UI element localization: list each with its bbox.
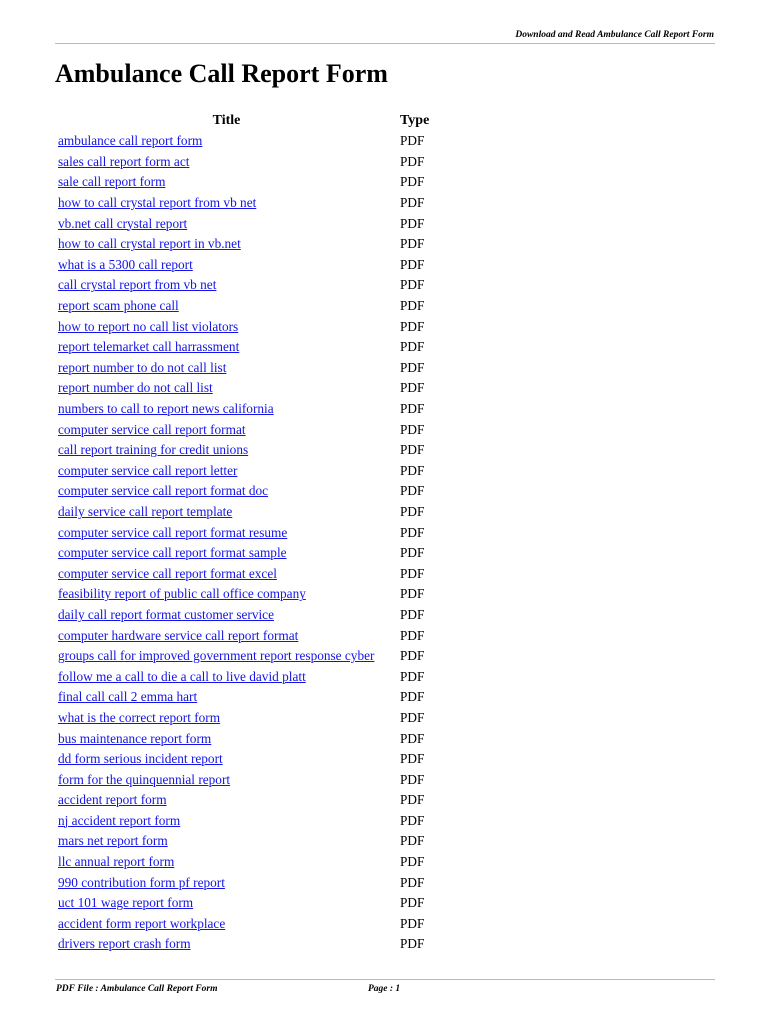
type-cell: PDF (400, 915, 425, 931)
document-link[interactable]: 990 contribution form pf report (58, 874, 225, 890)
table-row (55, 522, 460, 543)
table-row (55, 440, 460, 461)
title-cell (55, 419, 398, 440)
type-cell: PDF (400, 359, 425, 375)
table-row (55, 914, 460, 935)
header-divider (55, 43, 715, 44)
type-cell: PDF (400, 627, 425, 643)
document-link[interactable]: final call call 2 emma hart (58, 689, 198, 705)
type-cell: PDF (400, 854, 425, 870)
type-cell: PDF (400, 812, 425, 828)
footer-page-label: Page : 1 (368, 984, 401, 994)
title-cell (55, 790, 398, 811)
title-cell (55, 584, 398, 605)
type-cell: PDF (400, 606, 425, 622)
table-row (55, 419, 460, 440)
type-cell: PDF (400, 153, 425, 169)
table-row (55, 296, 460, 317)
footer-divider (55, 979, 715, 980)
document-link[interactable]: call report training for credit unions (58, 442, 249, 458)
column-header-title: Title (212, 112, 241, 128)
type-cell: PDF (400, 751, 425, 767)
title-cell (55, 543, 398, 564)
type-cell: PDF (400, 524, 425, 540)
document-link[interactable]: computer service call report format sample (58, 545, 287, 561)
table-row (55, 769, 460, 790)
table-row (55, 255, 460, 276)
type-cell: PDF (400, 236, 425, 252)
type-cell: PDF (400, 462, 425, 478)
title-cell (55, 893, 398, 914)
title-cell (55, 749, 398, 770)
table-row (55, 213, 460, 234)
type-cell: PDF (400, 895, 425, 911)
title-cell (55, 296, 398, 317)
type-cell: PDF (400, 133, 425, 149)
table-row (55, 831, 460, 852)
title-cell (55, 172, 398, 193)
type-cell: PDF (400, 709, 425, 725)
table-row (55, 934, 460, 955)
title-cell (55, 811, 398, 832)
table-row (55, 275, 460, 296)
title-cell (55, 563, 398, 584)
title-cell (55, 275, 398, 296)
table-row (55, 728, 460, 749)
table-row (55, 172, 460, 193)
table-row (55, 399, 460, 420)
table-row (55, 687, 460, 708)
title-cell (55, 234, 398, 255)
type-cell: PDF (400, 421, 425, 437)
type-cell: PDF (400, 298, 425, 314)
table-row (55, 131, 460, 152)
table-row (55, 461, 460, 482)
document-link[interactable]: groups call for improved government report response cyber (58, 648, 375, 664)
type-cell: PDF (400, 586, 425, 602)
document-link[interactable]: report telemarket call harrassment (58, 339, 240, 355)
document-link[interactable]: daily call report format customer service (58, 606, 274, 622)
type-cell: PDF (400, 256, 425, 272)
document-link[interactable]: report number do not call list (58, 380, 213, 396)
type-cell: PDF (400, 380, 425, 396)
title-cell (55, 666, 398, 687)
document-link[interactable]: nj accident report form (58, 812, 181, 828)
table-row (55, 563, 460, 584)
type-cell: PDF (400, 689, 425, 705)
title-cell (55, 708, 398, 729)
table-row (55, 502, 460, 523)
document-link[interactable]: sale call report form (58, 174, 166, 190)
title-cell (55, 687, 398, 708)
table-row (55, 337, 460, 358)
document-link[interactable]: report scam phone call (58, 298, 179, 314)
document-link[interactable]: sales call report form act (58, 153, 190, 169)
table-row (55, 625, 460, 646)
table-row (55, 852, 460, 873)
document-link[interactable]: feasibility report of public call office company (58, 586, 306, 602)
title-cell (55, 378, 398, 399)
title-cell (55, 502, 398, 523)
type-cell: PDF (400, 771, 425, 787)
document-link[interactable]: how to call crystal report from vb net (58, 195, 257, 211)
document-link[interactable]: vb.net call crystal report (58, 215, 188, 231)
title-cell (55, 461, 398, 482)
document-link[interactable]: bus maintenance report form (58, 730, 212, 746)
document-link[interactable]: computer hardware service call report format (58, 627, 299, 643)
document-link[interactable]: dd form serious incident report (58, 751, 223, 767)
document-link[interactable]: uct 101 wage report form (58, 895, 194, 911)
document-link[interactable]: follow me a call to die a call to live david platt (58, 668, 306, 684)
document-link[interactable]: computer service call report letter (58, 462, 238, 478)
document-link[interactable]: form for the quinquennial report (58, 771, 231, 787)
table-row (55, 666, 460, 687)
table-row (55, 481, 460, 502)
title-cell (55, 193, 398, 214)
table-row (55, 605, 460, 626)
document-link[interactable]: daily service call report template (58, 503, 233, 519)
title-cell (55, 213, 398, 234)
title-cell (55, 852, 398, 873)
document-link[interactable]: mars net report form (58, 833, 168, 849)
title-cell (55, 440, 398, 461)
type-cell: PDF (400, 174, 425, 190)
title-cell (55, 769, 398, 790)
title-cell (55, 605, 398, 626)
document-link[interactable]: what is a 5300 call report (58, 256, 193, 272)
type-cell: PDF (400, 195, 425, 211)
page-title: Ambulance Call Report Form (55, 59, 388, 88)
type-cell: PDF (400, 874, 425, 890)
title-cell (55, 831, 398, 852)
table-row (55, 646, 460, 667)
type-cell: PDF (400, 565, 425, 581)
type-cell: PDF (400, 833, 425, 849)
document-link[interactable]: how to report no call list violators (58, 318, 239, 334)
type-cell: PDF (400, 401, 425, 417)
table-row (55, 811, 460, 832)
table-body (55, 131, 460, 955)
title-cell (55, 914, 398, 935)
table-header-row (55, 110, 460, 131)
table-row (55, 234, 460, 255)
type-cell: PDF (400, 792, 425, 808)
title-cell (55, 934, 398, 955)
title-cell (55, 255, 398, 276)
type-cell: PDF (400, 442, 425, 458)
type-cell: PDF (400, 483, 425, 499)
table-row (55, 378, 460, 399)
document-link[interactable]: computer service call report format excel (58, 565, 277, 581)
table-row (55, 358, 460, 379)
table-row (55, 790, 460, 811)
running-header: Download and Read Ambulance Call Report Form (515, 30, 714, 40)
table-row (55, 893, 460, 914)
title-cell (55, 399, 398, 420)
type-cell: PDF (400, 936, 425, 952)
column-header-type: Type (400, 112, 430, 128)
document-link[interactable]: computer service call report format (58, 421, 246, 437)
title-cell (55, 646, 398, 667)
title-cell (55, 358, 398, 379)
document-link[interactable]: llc annual report form (58, 854, 175, 870)
document-link[interactable]: computer service call report format resume (58, 524, 288, 540)
type-cell: PDF (400, 503, 425, 519)
document-link[interactable]: ambulance call report form (58, 133, 203, 149)
type-cell: PDF (400, 545, 425, 561)
table-row (55, 316, 460, 337)
table-row (55, 584, 460, 605)
type-cell: PDF (400, 318, 425, 334)
type-cell: PDF (400, 648, 425, 664)
title-cell (55, 522, 398, 543)
document-link[interactable]: call crystal report from vb net (58, 277, 217, 293)
type-cell: PDF (400, 339, 425, 355)
table-row (55, 193, 460, 214)
type-cell: PDF (400, 215, 425, 231)
title-cell (55, 872, 398, 893)
title-cell (55, 152, 398, 173)
document-link[interactable]: how to call crystal report in vb.net (58, 236, 241, 252)
table-row (55, 872, 460, 893)
title-cell (55, 625, 398, 646)
table-row (55, 152, 460, 173)
title-cell (55, 131, 398, 152)
title-cell (55, 316, 398, 337)
footer-file-label: PDF File : Ambulance Call Report Form (56, 984, 218, 994)
type-cell: PDF (400, 668, 425, 684)
document-link[interactable]: computer service call report format doc (58, 483, 269, 499)
type-cell: PDF (400, 277, 425, 293)
document-link[interactable]: report number to do not call list (58, 359, 227, 375)
table-row (55, 708, 460, 729)
title-cell (55, 481, 398, 502)
document-link[interactable]: drivers report crash form (58, 936, 191, 952)
title-cell (55, 728, 398, 749)
document-table (55, 110, 460, 955)
document-link[interactable]: what is the correct report form (58, 709, 221, 725)
table-row (55, 749, 460, 770)
table-row (55, 543, 460, 564)
type-cell: PDF (400, 730, 425, 746)
document-link[interactable]: accident form report workplace (58, 915, 226, 931)
document-link[interactable]: numbers to call to report news california (58, 401, 274, 417)
title-cell (55, 337, 398, 358)
document-link[interactable]: accident report form (58, 792, 167, 808)
